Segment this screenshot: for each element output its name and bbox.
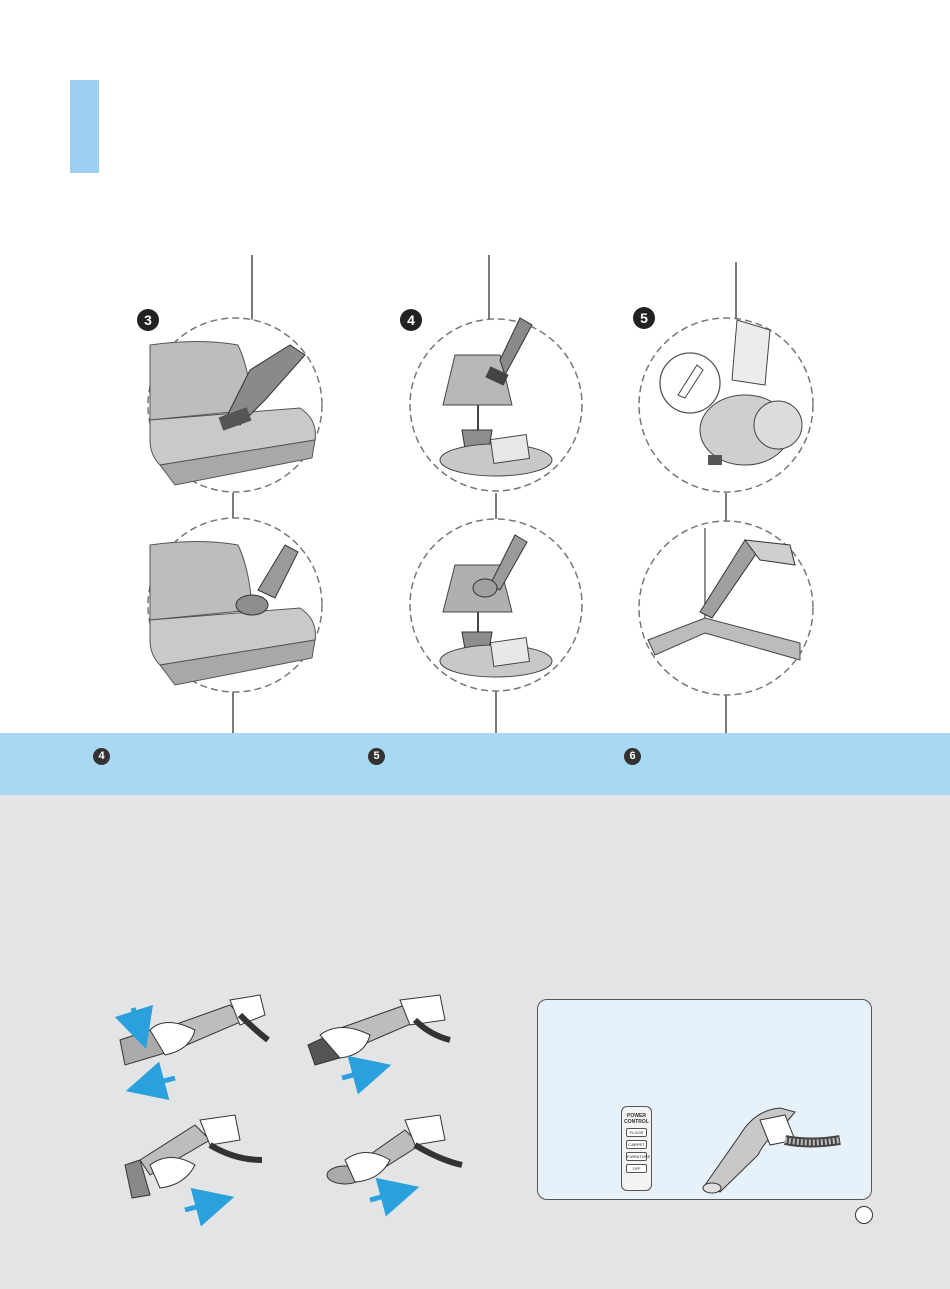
lamp-dusting-illustration: [410, 519, 582, 691]
remote-title-line-2: CONTROL: [624, 1119, 649, 1125]
sofa-upholstery-illustration: [148, 518, 322, 692]
remote-button-furniture[interactable]: FURNITURE: [627, 1154, 651, 1159]
remote-button-floor[interactable]: FLOOR: [626, 1128, 647, 1137]
svg-text:5: 5: [640, 310, 648, 326]
remote-title-line-1: POWER: [627, 1113, 646, 1119]
hand-illustration-3: [125, 1115, 262, 1210]
svg-text:3: 3: [144, 312, 152, 328]
page-number-marker: [855, 1206, 873, 1224]
power-control-remote: [621, 1106, 652, 1191]
hand-illustration-1: [120, 995, 268, 1086]
vacuum-storage-illustration: [639, 318, 813, 492]
remote-button-off[interactable]: OFF: [626, 1164, 647, 1173]
band-number-4: 4: [93, 748, 110, 765]
handle-grip-illustration: [700, 1100, 845, 1195]
corner-crevice-illustration: [639, 521, 813, 695]
sofa-crevice-illustration: [148, 318, 322, 492]
band-number-5: 5: [368, 748, 385, 765]
lamp-brush-illustration: [410, 318, 582, 491]
hand-illustration-4: [327, 1115, 462, 1200]
remote-title: [622, 1113, 651, 1125]
hand-illustration-2: [308, 995, 450, 1078]
remote-button-carpet[interactable]: CARPET: [626, 1140, 647, 1149]
band-number-6: 6: [624, 748, 641, 765]
steps-band: [0, 733, 950, 795]
svg-text:4: 4: [407, 312, 415, 328]
